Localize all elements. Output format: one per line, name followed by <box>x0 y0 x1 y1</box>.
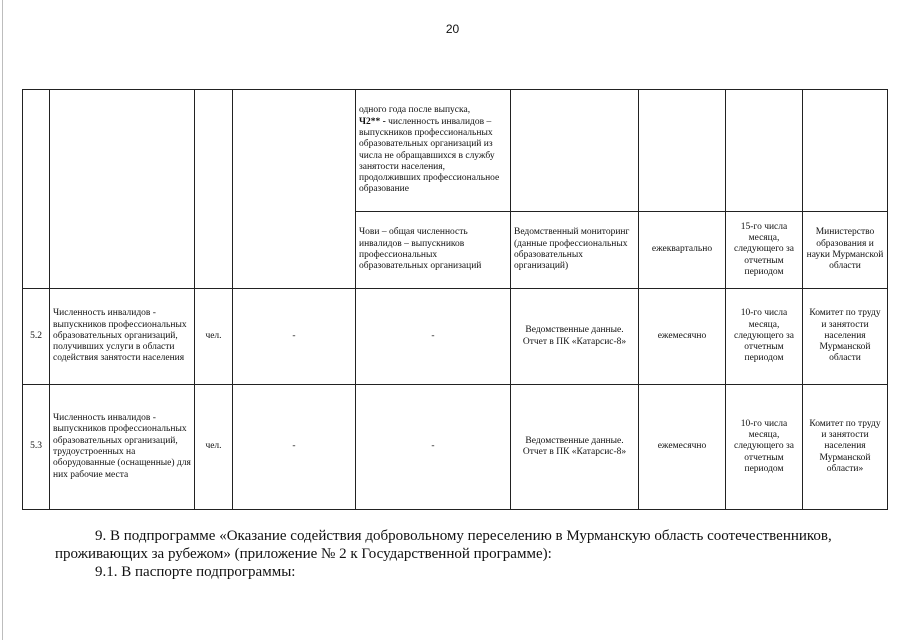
cell-deadline-empty <box>726 90 803 212</box>
table-row <box>23 385 888 510</box>
cell-deadline: 15-го числа месяца, следующего за отчетным периодом <box>726 212 803 289</box>
cell-source-empty <box>511 90 639 212</box>
col4-value: - <box>233 385 356 510</box>
indicator-name: Численность инвалидов - выпускников профессиональных образовательных организаций, получивших услуги в области содействия занятости населения <box>50 289 195 385</box>
frequency: ежемесячно <box>639 289 726 385</box>
col4-value: - <box>233 289 356 385</box>
formula-description: численность инвалидов – выпускников профессиональных образовательных организаций из числа не обращавшихся в службу занятости населения, продолживших профессиональное образование <box>359 116 500 195</box>
frequency: ежемесячно <box>639 385 726 510</box>
table-row-continued-top <box>23 90 888 212</box>
cell-responsible-empty <box>803 90 888 212</box>
formula-label: Ч2** - <box>359 116 389 127</box>
cell-formula-continued <box>356 90 511 212</box>
page-number: 20 <box>445 22 460 36</box>
paragraph-9-1: 9.1. В паспорте подпрограммы: <box>95 564 296 580</box>
deadline: 10-го числа месяца, следующего за отчетным периодом <box>726 385 803 510</box>
cell-unit-empty <box>195 90 233 289</box>
cell-formula-bottom: Чови – общая численность инвалидов – выпускников профессиональных образовательных организаций <box>356 212 511 289</box>
cell-frequency: ежеквартально <box>639 212 726 289</box>
col5-value: - <box>356 385 511 510</box>
cell-responsible: Министерство образования и науки Мурманской области <box>803 212 888 289</box>
scan-edge-line <box>2 0 3 640</box>
unit: чел. <box>195 385 233 510</box>
col5-value: - <box>356 289 511 385</box>
deadline: 10-го числа месяца, следующего за отчетным периодом <box>726 289 803 385</box>
indicators-table <box>22 89 888 510</box>
row-number: 5.3 <box>23 385 50 510</box>
formula-top-text: одного года после выпуска, <box>359 105 471 116</box>
table-row <box>23 289 888 385</box>
cell-frequency-empty <box>639 90 726 212</box>
source: Ведомственные данные. Отчет в ПК «Катарсис-8» <box>511 289 639 385</box>
row-number: 5.2 <box>23 289 50 385</box>
unit: чел. <box>195 289 233 385</box>
cell-num-empty <box>23 90 50 289</box>
responsible: Комитет по труду и занятости населения Мурманской области <box>803 289 888 385</box>
cell-name-empty <box>50 90 195 289</box>
indicator-name: Численность инвалидов - выпускников профессиональных образовательных организаций, трудоустроенных на оборудованные (оснащенные) для них рабочие места <box>50 385 195 510</box>
cell-col4-empty <box>233 90 356 289</box>
paragraph-9: 9. В подпрограмме «Оказание содействия добровольному переселению в Мурманскую область соотечественников, проживающих за рубежом» (приложение № 2 к Государственной программе): <box>55 528 832 562</box>
responsible: Комитет по труду и занятости населения Мурманской области» <box>803 385 888 510</box>
cell-source: Ведомственный мониторинг (данные профессиональных образовательных организаций) <box>511 212 639 289</box>
source: Ведомственные данные. Отчет в ПК «Катарсис-8» <box>511 385 639 510</box>
